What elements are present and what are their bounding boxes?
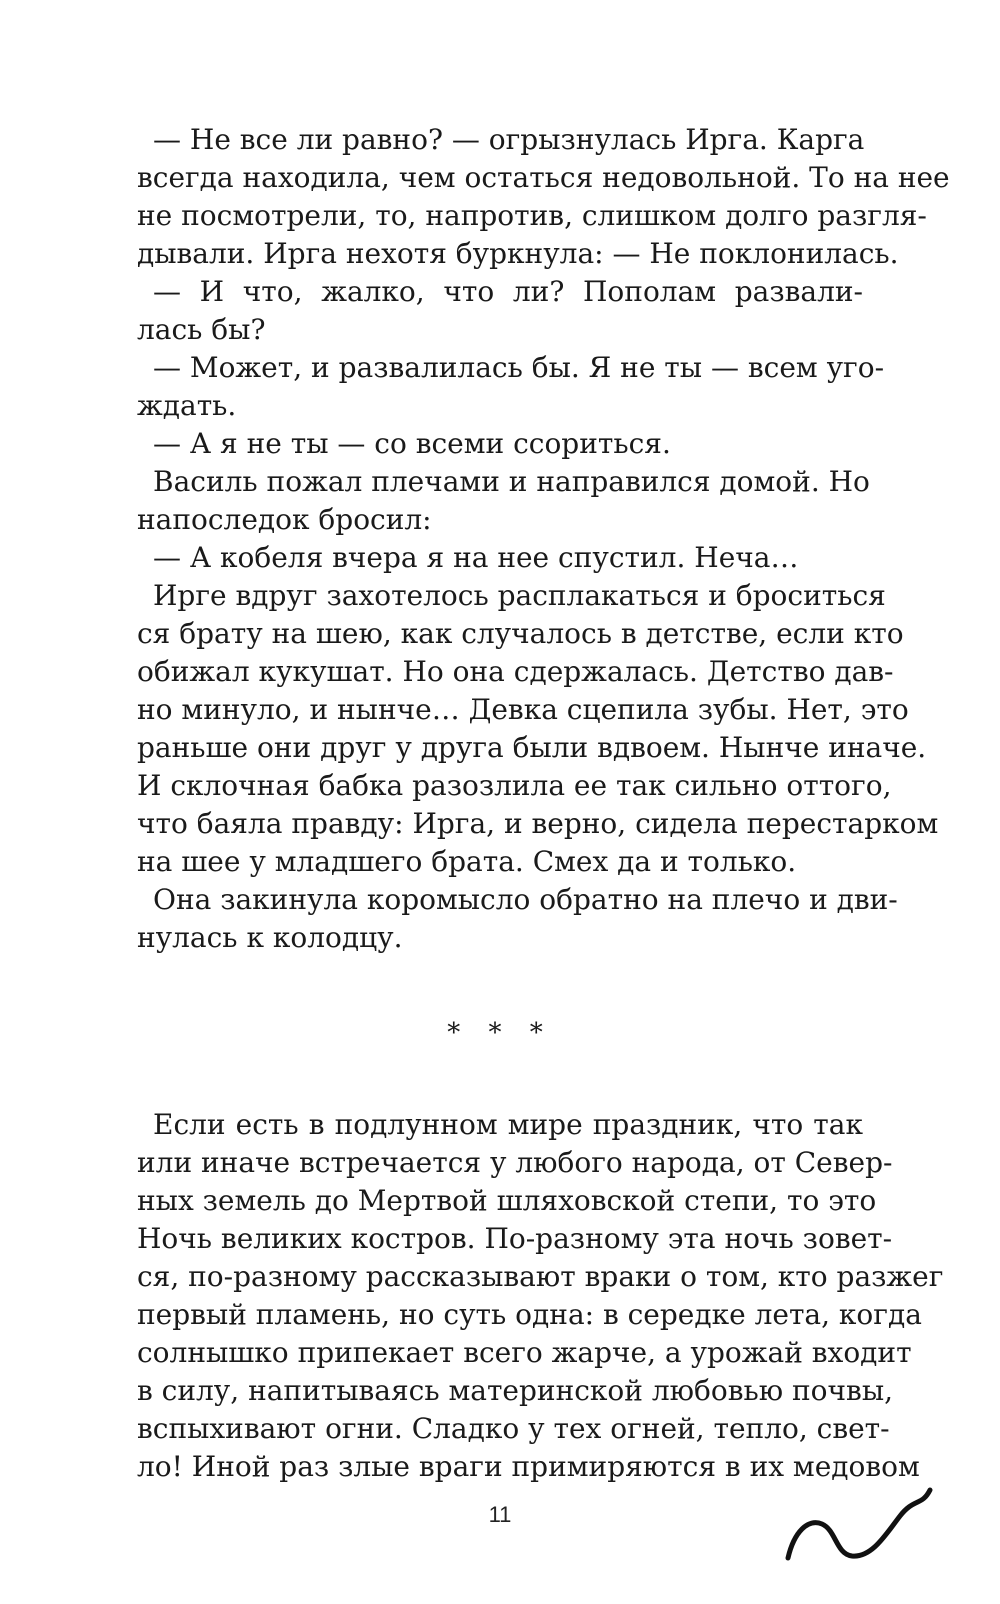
- text-line: обижал кукушат. Но она сдержалась. Детство дав-: [137, 655, 894, 688]
- text-line: ждать.: [137, 389, 237, 422]
- text-line: И склочная бабка разозлила ее так сильно оттого,: [137, 769, 892, 802]
- text-block-bottom: [137, 1106, 944, 1486]
- text-block-top: [137, 121, 950, 957]
- text-line: Ирге вдруг захотелось расплакаться и броситься: [153, 579, 886, 612]
- text-line: не посмотрели, то, напротив, слишком долго разгля-: [137, 199, 927, 232]
- text-line: ло! Иной раз злые враги примиряются в их медовом: [137, 1450, 920, 1483]
- text-line: вспыхивают огни. Сладко у тех огней, тепло, свет-: [137, 1412, 890, 1445]
- text-line: — И что, жалко, что ли? Пополам развали-: [153, 275, 863, 308]
- text-line: лась бы?: [137, 313, 266, 346]
- text-line: — А кобеля вчера я на нее спустил. Неча…: [153, 541, 799, 574]
- text-line: всегда находила, чем остаться недовольной. То на нее: [137, 161, 950, 194]
- page-number: 11: [488, 1502, 512, 1527]
- text-line: или иначе встречается у любого народа, от Север-: [137, 1146, 893, 1179]
- text-line: ных земель до Мертвой шляховской степи, то это: [137, 1184, 877, 1217]
- text-line: Она закинула коромысло обратно на плечо и дви-: [153, 883, 898, 916]
- text-line: Ночь великих костров. По-разному эта ночь зовет-: [137, 1222, 893, 1255]
- text-line: — Может, и развалилась бы. Я не ты — всем уго-: [153, 351, 885, 384]
- text-line: дывали. Ирга нехотя буркнула: — Не поклонилась.: [137, 237, 899, 270]
- text-line: нулась к колодцу.: [137, 921, 403, 954]
- text-line: но минуло, и нынче… Девка сцепила зубы. Нет, это: [137, 693, 909, 726]
- text-line: ся брату на шею, как случалось в детстве, если кто: [137, 617, 904, 650]
- text-line: первый пламень, но суть одна: в середке лета, когда: [137, 1298, 922, 1331]
- text-line: Василь пожал плечами и направился домой. Но: [153, 465, 870, 498]
- text-line: солнышко припекает всего жарче, а урожай входит: [137, 1336, 912, 1369]
- text-line: Если есть в подлунном мире праздник, что так: [153, 1108, 863, 1141]
- text-line: в силу, напитываясь материнской любовью почвы,: [137, 1374, 893, 1407]
- text-line: раньше они друг у друга были вдвоем. Нынче иначе.: [137, 731, 927, 764]
- decorative-flourish-icon: [780, 1476, 960, 1576]
- text-line: что баяла правду: Ирга, и верно, сидела перестарком: [137, 807, 939, 840]
- text-line: ся, по-разному рассказывают враки о том, кто разжег: [137, 1260, 944, 1293]
- text-line: напоследок бросил:: [137, 503, 432, 536]
- text-line: — Не все ли равно? — огрызнулась Ирга. Карга: [153, 123, 865, 156]
- section-separator: * * *: [447, 1018, 553, 1048]
- text-line: на шее у младшего брата. Смех да и только.: [137, 845, 797, 878]
- flourish-stroke: [788, 1490, 930, 1558]
- text-line: — А я не ты — со всеми ссориться.: [153, 427, 671, 460]
